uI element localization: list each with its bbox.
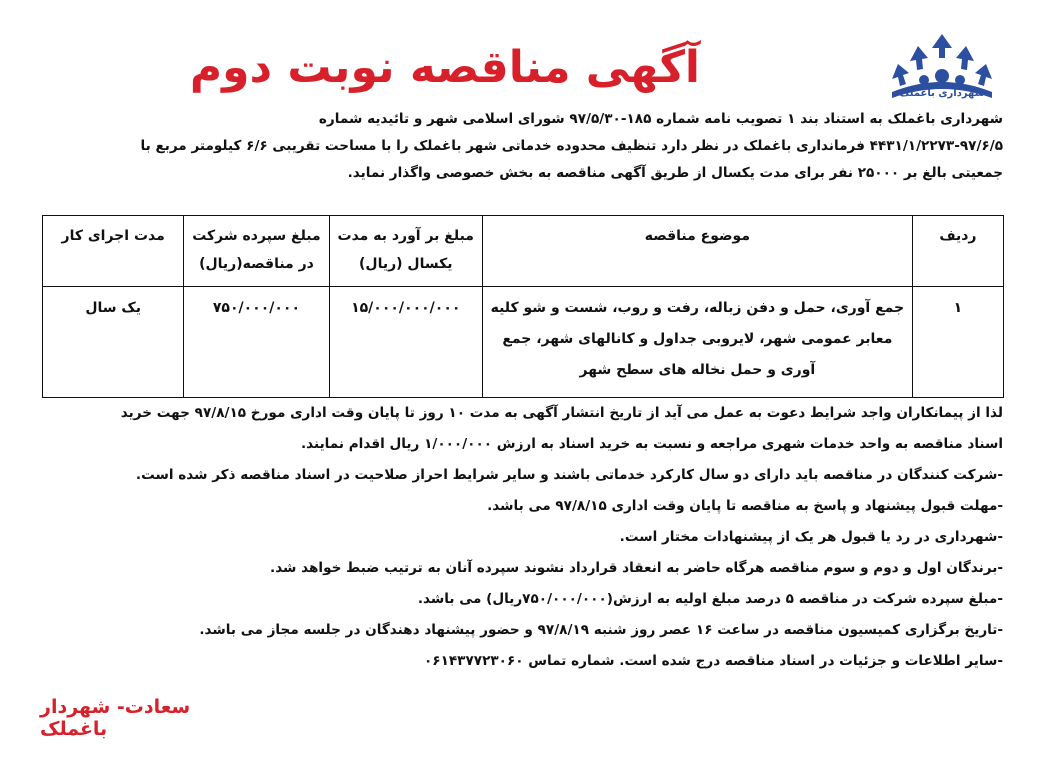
conditions-line: -مهلت قبول پیشنهاد و پاسخ به مناقصه تا پایان وقت اداری ۹۷/۸/۱۵ می باشد. [487, 498, 1003, 514]
intro-line: شهرداری باغملک به استناد بند ۱ تصویب نامه شماره ۱۸۵-۹۷/۵/۳۰ شورای اسلامی شهر و تائیدیه شماره [318, 111, 1003, 127]
cell-deposit: ۷۵۰/۰۰۰/۰۰۰ [184, 287, 329, 398]
cell-duration: یک سال [43, 287, 184, 398]
conditions-line: -شهرداری در رد یا قبول هر یک از پیشنهادات مختار است. [619, 529, 1003, 545]
conditions-line: لذا از پیمانکاران واجد شرایط دعوت به عمل می آید از تاریخ انتشار آگهی به مدت ۱۰ روز تا پایان وقت اداری مورخ ۹۷/۸/۱۵ جهت خرید [120, 405, 1003, 421]
notice-title: آگهی مناقصه نوبت دوم [189, 42, 700, 93]
logo-caption: شهرداری باغملک [899, 88, 985, 99]
municipality-logo-icon [882, 28, 1002, 116]
table-row [43, 287, 1004, 398]
conditions-line: اسناد مناقصه به واحد خدمات شهری مراجعه و نسبت به خرید اسناد به ارزش ۱/۰۰۰/۰۰۰ ریال اقدام نمایند. [301, 436, 1003, 452]
intro-line: ۴۴۳۱/۱/۲۲۷۳-۹۷/۶/۵ فرمانداری باغملک در نظر دارد تنظیف محدوده خدماتی شهر باغملک را با مساحت تقریبی ۶/۶ کیلومتر مربع با [140, 138, 1003, 154]
intro-paragraph [40, 106, 1003, 187]
header-estimate: مبلغ بر آورد به مدت یکسال (ریال) [329, 216, 482, 287]
header-subject: موضوع مناقصه [482, 216, 912, 287]
conditions-line: -تاریخ برگزاری کمیسیون مناقصه در ساعت ۱۶ عصر روز شنبه ۹۷/۸/۱۹ و حضور پیشنهاد دهندگان در جلسه مجاز می باشد. [199, 622, 1003, 638]
cell-estimate: ۱۵/۰۰۰/۰۰۰/۰۰۰ [329, 287, 482, 398]
conditions-line: -سایر اطلاعات و جزئیات در اسناد مناقصه درج شده است. شماره تماس ۰۶۱۴۳۷۷۲۳۰۶۰ [423, 653, 1003, 669]
conditions-line: -برندگان اول و دوم و سوم مناقصه هرگاه حاضر به انعقاد قرارداد نشوند سپرده آنان به ترتیب ضبط خواهد شد. [270, 560, 1003, 576]
tender-table [42, 215, 1004, 398]
intro-line: جمعیتی بالغ بر ۲۵۰۰۰ نفر برای مدت یکسال از طریق آگهی مناقصه به بخش خصوصی واگذار نماید. [347, 165, 1003, 181]
cell-subject: جمع آوری، حمل و دفن زباله، رفت و روب، شست و شو کلیه معابر عمومی شهر، لایروبی جداول و کانالهای شهر، جمع آوری و حمل نخاله های سطح شهر [482, 287, 912, 398]
header-duration: مدت اجرای کار [43, 216, 184, 287]
cell-row-number: ۱ [912, 287, 1003, 398]
header-row-number: ردیف [912, 216, 1003, 287]
conditions-text [40, 398, 1003, 677]
header-deposit: مبلغ سپرده شرکت در مناقصه(ریال) [184, 216, 329, 287]
conditions-line: -شرکت کنندگان در مناقصه باید دارای دو سال کارکرد خدماتی باشند و سایر شرایط احراز صلاحیت در اسناد مناقصه ذکر شده است. [135, 467, 1003, 483]
table-header-row [43, 216, 1004, 287]
conditions-line: -مبلغ سپرده شرکت در مناقصه ۵ درصد مبلغ اولیه به ارزش(۷۵۰/۰۰۰/۰۰۰ریال) می باشد. [417, 591, 1003, 607]
signature: سعادت- شهردار باغملک [40, 696, 191, 740]
